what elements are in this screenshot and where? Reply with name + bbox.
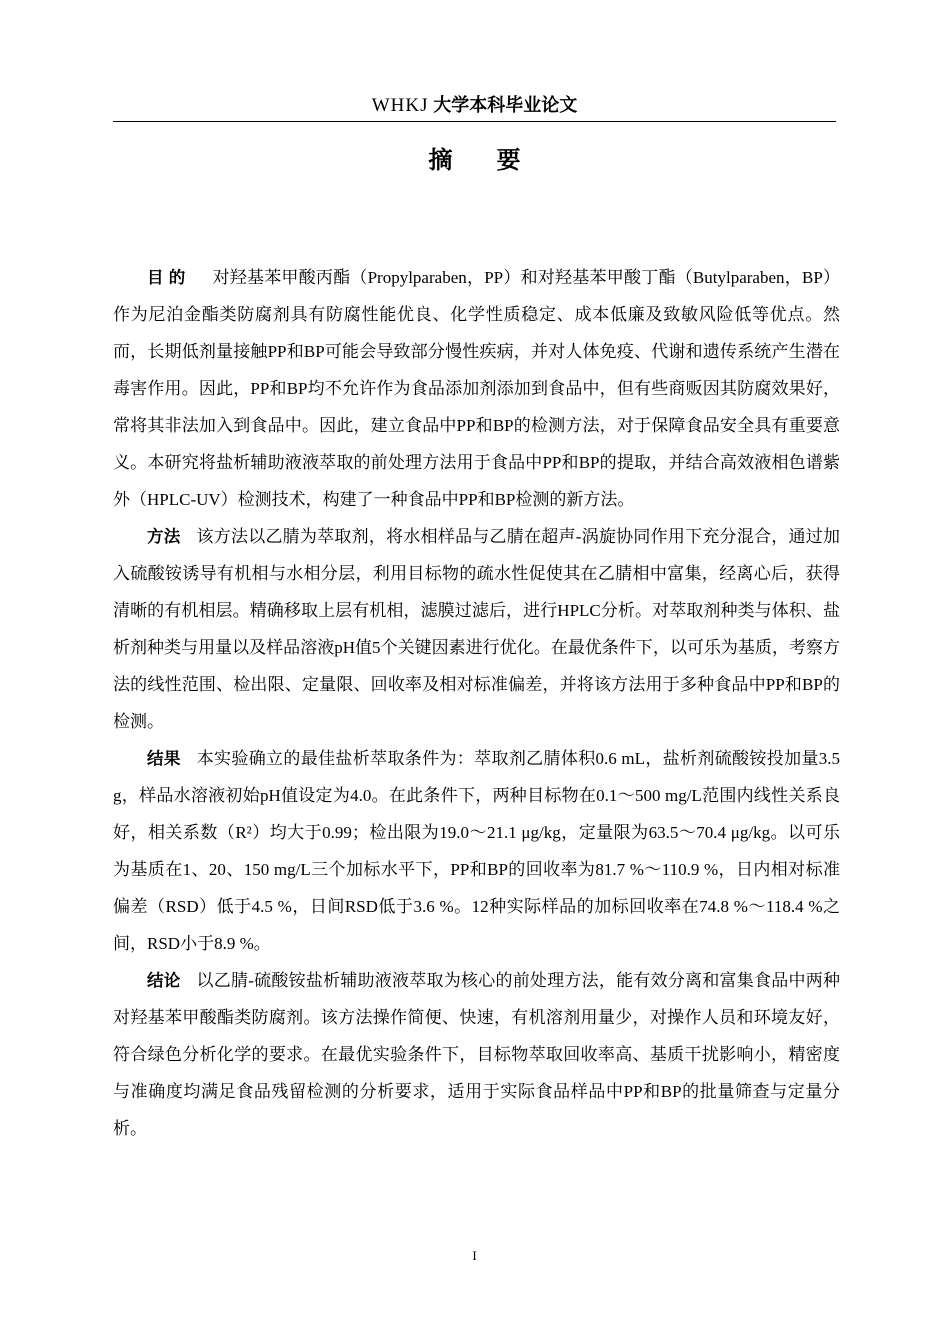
section-text: 对羟基苯甲酸丙酯（Propylparaben，PP）和对羟基苯甲酸丁酯（Butylparaben，BP）作为尼泊金酯类防腐剂具有防腐性能优良、化学性质稳定、成本低廉及致敏风险低等优点。然而，长期低剂量接触PP和BP可能会导致部分慢性疾病，并对人体免疫、代谢和遗传系统产生潜在毒害作用。因此，PP和BP均不允许作为食品添加剂添加到食品中，但有些商贩因其防腐效果好，常将其非法加入到食品中。因此，建立食品中PP和BP的检测方法，对于保障食品安全具有重要意义。本研究将盐析辅助液液萃取的前处理方法用于食品中PP和BP的提取，并结合高效液相色谱紫外（HPLC-UV）检测技术，构建了一种食品中PP和BP检测的新方法。 bbox=[113, 268, 841, 509]
header-prefix: WHKJ bbox=[371, 95, 429, 116]
page-number: I bbox=[472, 1248, 477, 1263]
abstract-body bbox=[113, 259, 840, 1147]
header-title: 大学本科毕业论文 bbox=[433, 95, 578, 116]
section-heading: 目的 bbox=[147, 268, 191, 287]
section-text: 以乙腈-硫酸铵盐析辅助液液萃取为核心的前处理方法，能有效分离和富集食品中两种对羟基苯甲酸酯类防腐剂。该方法操作简便、快速，有机溶剂用量少，对操作人员和环境友好，符合绿色分析化学的要求。在最优实验条件下，目标物萃取回收率高、基质干扰影响小，精密度与准确度均满足食品残留检测的分析要求，适用于实际食品样品中PP和BP的批量筛查与定量分析。 bbox=[113, 971, 840, 1138]
section-results bbox=[113, 740, 840, 962]
section-heading: 结论 bbox=[147, 971, 181, 990]
section-text: 本实验确立的最佳盐析萃取条件为：萃取剂乙腈体积0.6 mL，盐析剂硫酸铵投加量3.5 g，样品水溶液初始pH值设定为4.0。在此条件下，两种目标物在0.1～500 mg/L范围内线性关系良好，相关系数（R²）均大于0.99；检出限为19.0～21.1 μg/kg，定量限为63.5～70.4 μg/kg。以可乐为基质在1、20、150 mg/L三个加标水平下，PP和BP的回收率为81.7 %～110.9 %，日内相对标准偏差（RSD）低于4.5 %，日间RSD低于3.6 %。12种实际样品的加标回收率在74.8 %～118.4 %之间，RSD小于8.9 %。 bbox=[113, 749, 841, 953]
header-rule bbox=[113, 121, 836, 122]
section-heading: 方法 bbox=[147, 527, 181, 546]
running-header bbox=[113, 92, 836, 120]
section-text: 该方法以乙腈为萃取剂，将水相样品与乙腈在超声-涡旋协同作用下充分混合，通过加入硫酸铵诱导有机相与水相分层，利用目标物的疏水性促使其在乙腈相中富集，经离心后，获得清晰的有机相层。精确移取上层有机相，滤膜过滤后，进行HPLC分析。对萃取剂种类与体积、盐析剂种类与用量以及样品溶液pH值5个关键因素进行优化。在最优条件下，以可乐为基质，考察方法的线性范围、检出限、定量限、回收率及相对标准偏差，并将该方法用于多种食品中PP和BP的检测。 bbox=[113, 527, 840, 731]
section-method bbox=[113, 518, 840, 740]
section-conclusion bbox=[113, 962, 840, 1147]
section-heading: 结果 bbox=[147, 749, 181, 768]
section-objective bbox=[113, 259, 840, 518]
page-title: 摘要 bbox=[428, 146, 565, 174]
